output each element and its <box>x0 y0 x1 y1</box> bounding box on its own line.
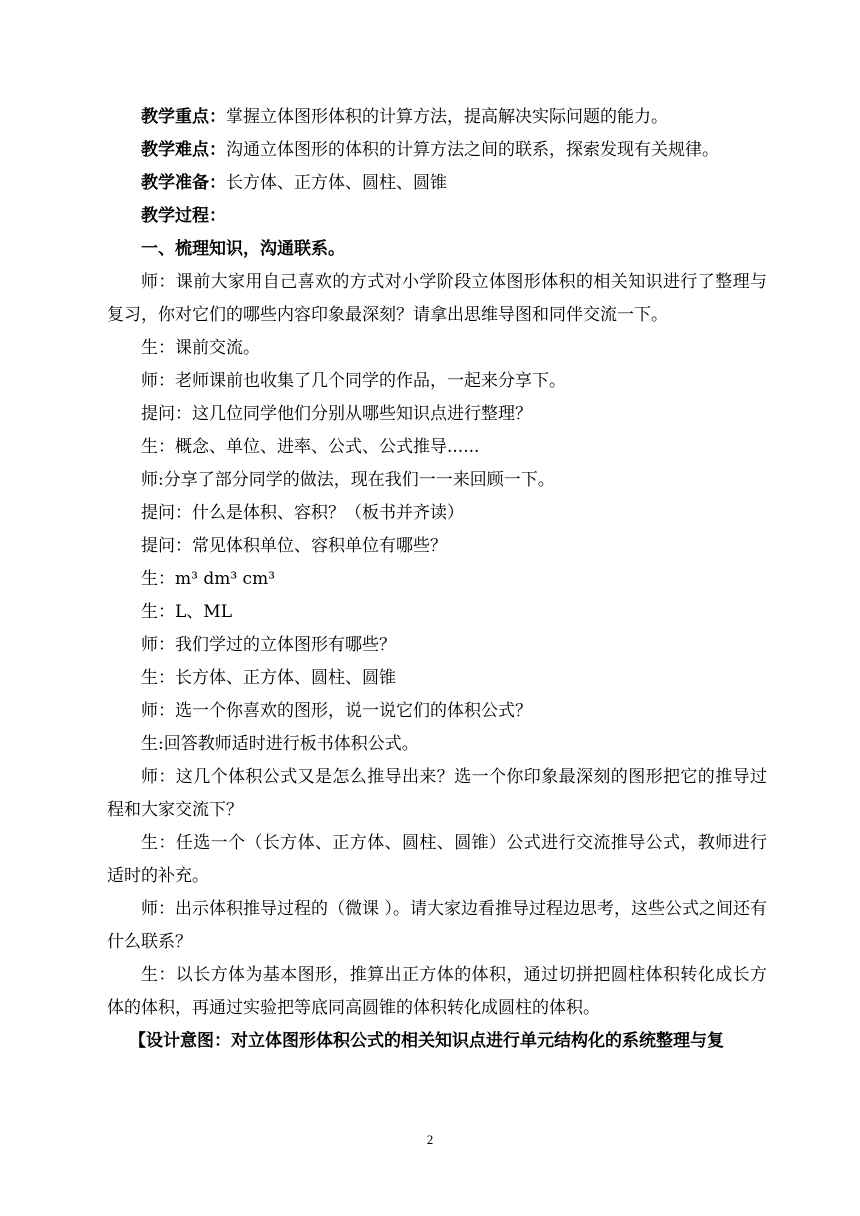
dialogue-line: 生：m³ dm³ cm³ <box>141 569 276 589</box>
dialogue-line: 生：长方体、正方体、圆柱、圆锥 <box>141 668 396 688</box>
dialogue-line: 师：老师课前也收集了几个同学的作品，一起来分享下。 <box>141 371 566 391</box>
difficulties-text: 沟通立体图形的体积的计算方法之间的联系，探索发现有关规律。 <box>226 140 719 160</box>
dialogue-line: 生：L、ML <box>141 602 232 622</box>
key-points-text: 掌握立体图形体积的计算方法，提高解决实际问题的能力。 <box>226 107 668 127</box>
design-intent-paragraph <box>107 1025 767 1058</box>
key-points-paragraph <box>107 101 767 134</box>
dialogue-line: 生：概念、单位、进率、公式、公式推导...... <box>141 437 480 457</box>
dialogue-line: 生：课前交流。 <box>141 338 260 358</box>
difficulties-label: 教学难点： <box>141 140 226 160</box>
process-heading: 教学过程： <box>141 206 226 226</box>
dialogue-line: 提问：常见体积单位、容积单位有哪些？ <box>141 536 447 556</box>
dialogue-line: 生:回答教师适时进行板书体积公式。 <box>141 734 419 754</box>
section1-heading: 一、梳理知识，沟通联系。 <box>141 239 345 259</box>
page-number: 2 <box>426 1132 434 1147</box>
dialogue-line: 生：任选一个（长方体、正方体、圆柱、圆锥）公式进行交流推导公式，教师进行适时的补充。 <box>107 833 767 886</box>
dialogue-line: 提问：什么是体积、容积？（板书并齐读） <box>141 503 464 523</box>
preparation-text: 长方体、正方体、圆柱、圆锥 <box>226 173 447 193</box>
document-body <box>107 101 767 1058</box>
dialogue-line: 师：我们学过的立体图形有哪些？ <box>141 635 396 655</box>
dialogue-line: 师:分享了部分同学的做法，现在我们一一来回顾一下。 <box>141 470 555 490</box>
dialogue-line: 生：以长方体为基本图形，推算出正方体的体积，通过切拼把圆柱体积转化成长方体的体积，再通过实验把等底同高圆锥的体积转化成圆柱的体积。 <box>107 965 767 1018</box>
design-intent-label: 【设计意图： <box>129 1031 231 1051</box>
dialogue-line: 师：出示体积推导过程的（微课 ）。请大家边看推导过程边思考，这些公式之间还有什么联系？ <box>107 899 767 952</box>
preparation-paragraph <box>107 167 767 200</box>
key-points-label: 教学重点： <box>141 107 226 127</box>
dialogue-line: 提问：这几位同学他们分别从哪些知识点进行整理？ <box>141 404 532 424</box>
dialogue-line: 师：这几个体积公式又是怎么推导出来？选一个你印象最深刻的图形把它的推导过程和大家交流下？ <box>107 767 767 820</box>
preparation-label: 教学准备： <box>141 173 226 193</box>
difficulties-paragraph <box>107 134 767 167</box>
design-intent-text: 对立体图形体积公式的相关知识点进行单元结构化的系统整理与复 <box>231 1031 724 1051</box>
dialogue-line: 师：课前大家用自己喜欢的方式对小学阶段立体图形体积的相关知识进行了整理与复习，你对它们的哪些内容印象最深刻？请拿出思维导图和同伴交流一下。 <box>107 272 767 325</box>
dialogue-line: 师：选一个你喜欢的图形，说一说它们的体积公式？ <box>141 701 532 721</box>
